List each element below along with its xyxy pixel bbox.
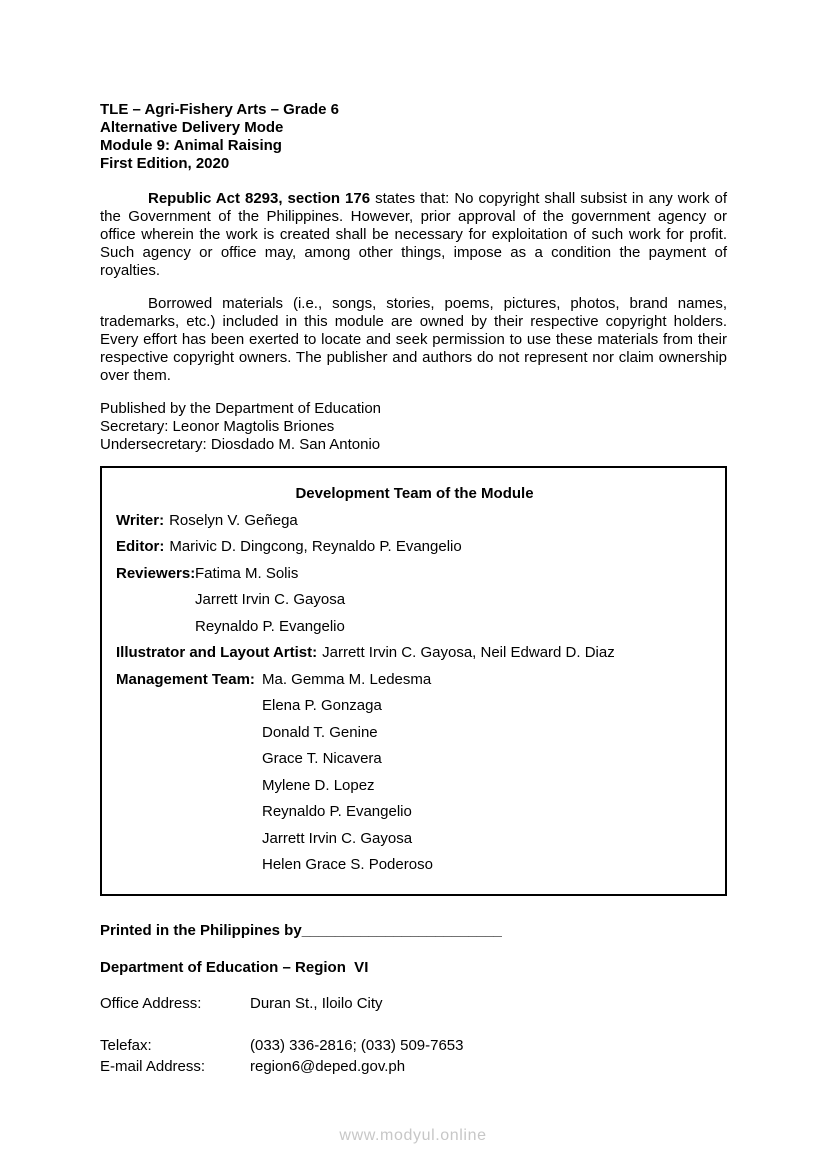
printed-in-philippines-line (100, 922, 727, 940)
reviewers-label: Reviewers: (116, 564, 196, 582)
management-member-row: Grace T. Nicavera (262, 750, 382, 767)
undersecretary-line: Undersecretary: Diosdado M. San Antonio (100, 436, 381, 453)
office-address-label: Office Address: (100, 994, 202, 1012)
copyright-paragraph (100, 190, 727, 280)
module-title-block (100, 101, 727, 173)
management-member-row: Helen Grace S. Poderoso (262, 856, 433, 873)
editor-label: Editor: (116, 538, 165, 555)
footer-watermark: www.modyul.online (339, 1127, 487, 1144)
email-address-row (100, 1056, 727, 1077)
printed-by-label: Printed in the Philippines by (100, 921, 302, 939)
development-team-title: Development Team of the Module (295, 485, 534, 502)
email-address-value: region6@deped.gov.ph (250, 1057, 406, 1075)
republic-act-bold: Republic Act 8293, section 176 (148, 190, 371, 207)
copyright-paragraph-text: states that: No copyright shall subsist in any work of the Government of the Philippines. However, prior approval of the government agency or office wherein the work is created shall be necessary for exploitation of such work for profit. Such agency or office may, among other things, impose as a condition the payment of royalties. (100, 190, 727, 279)
module-title-line: Module 9: Animal Raising (100, 137, 282, 154)
editor-names: Marivic D. Dingcong, Reynaldo P. Evangelio (169, 538, 462, 555)
email-address-label: E-mail Address: (100, 1057, 206, 1075)
writer-name: Roselyn V. Geñega (169, 511, 298, 529)
module-title-line: First Edition, 2020 (100, 155, 230, 172)
published-by-line: Published by the Department of Education (100, 400, 382, 417)
management-member-row: Jarrett Irvin C. Gayosa (262, 829, 413, 847)
reviewer-name-row: Jarrett Irvin C. Gayosa (195, 591, 346, 608)
illustrator-label: Illustrator and Layout Artist: (116, 644, 318, 661)
writer-row (116, 508, 713, 535)
management-member-row: Mylene D. Lopez (262, 776, 375, 794)
development-team-box (100, 466, 727, 896)
management-member-row: Reynaldo P. Evangelio (262, 803, 412, 820)
borrowed-materials-paragraph: Borrowed materials (i.e., songs, stories, poems, pictures, photos, brand names, trademarks, etc.) included in this module are owned by their respective copyright holders. Every effort has been exerted to locate and seek permission to use these materials from their respective copyright owners. The publisher and authors do not represent nor claim ownership over them. (100, 295, 727, 384)
management-member-row: Elena P. Gonzaga (262, 697, 382, 714)
office-address-value: Duran St., Iloilo City (250, 994, 383, 1012)
management-team-label: Management Team: (116, 670, 255, 688)
reviewer-name: Fatima M. Solis (195, 564, 299, 582)
contact-info-block (100, 993, 727, 1077)
illustrator-row (116, 640, 713, 667)
publisher-block (100, 400, 727, 454)
management-team-row (116, 667, 713, 694)
module-title-line: TLE – Agri-Fishery Arts – Grade 6 (100, 101, 339, 118)
telefax-row (100, 1035, 727, 1056)
reviewer-name-row: Reynaldo P. Evangelio (195, 617, 345, 635)
printer-blank-line: ________________________ (301, 921, 502, 939)
management-member-name: Ma. Gemma M. Ledesma (262, 670, 432, 688)
telefax-value: (033) 336-2816; (033) 509-7653 (250, 1036, 464, 1054)
module-title-line: Alternative Delivery Mode (100, 119, 284, 136)
editor-row (116, 534, 713, 561)
illustrator-names: Jarrett Irvin C. Gayosa, Neil Edward D. Diaz (322, 644, 615, 661)
secretary-line: Secretary: Leonor Magtolis Briones (100, 418, 335, 435)
region-line: Department of Education – Region VI (100, 958, 369, 976)
writer-label: Writer: (116, 511, 165, 529)
telefax-label: Telefax: (100, 1036, 152, 1054)
reviewers-row (116, 561, 713, 588)
office-address-row (100, 993, 727, 1014)
management-member-row: Donald T. Genine (262, 723, 378, 741)
